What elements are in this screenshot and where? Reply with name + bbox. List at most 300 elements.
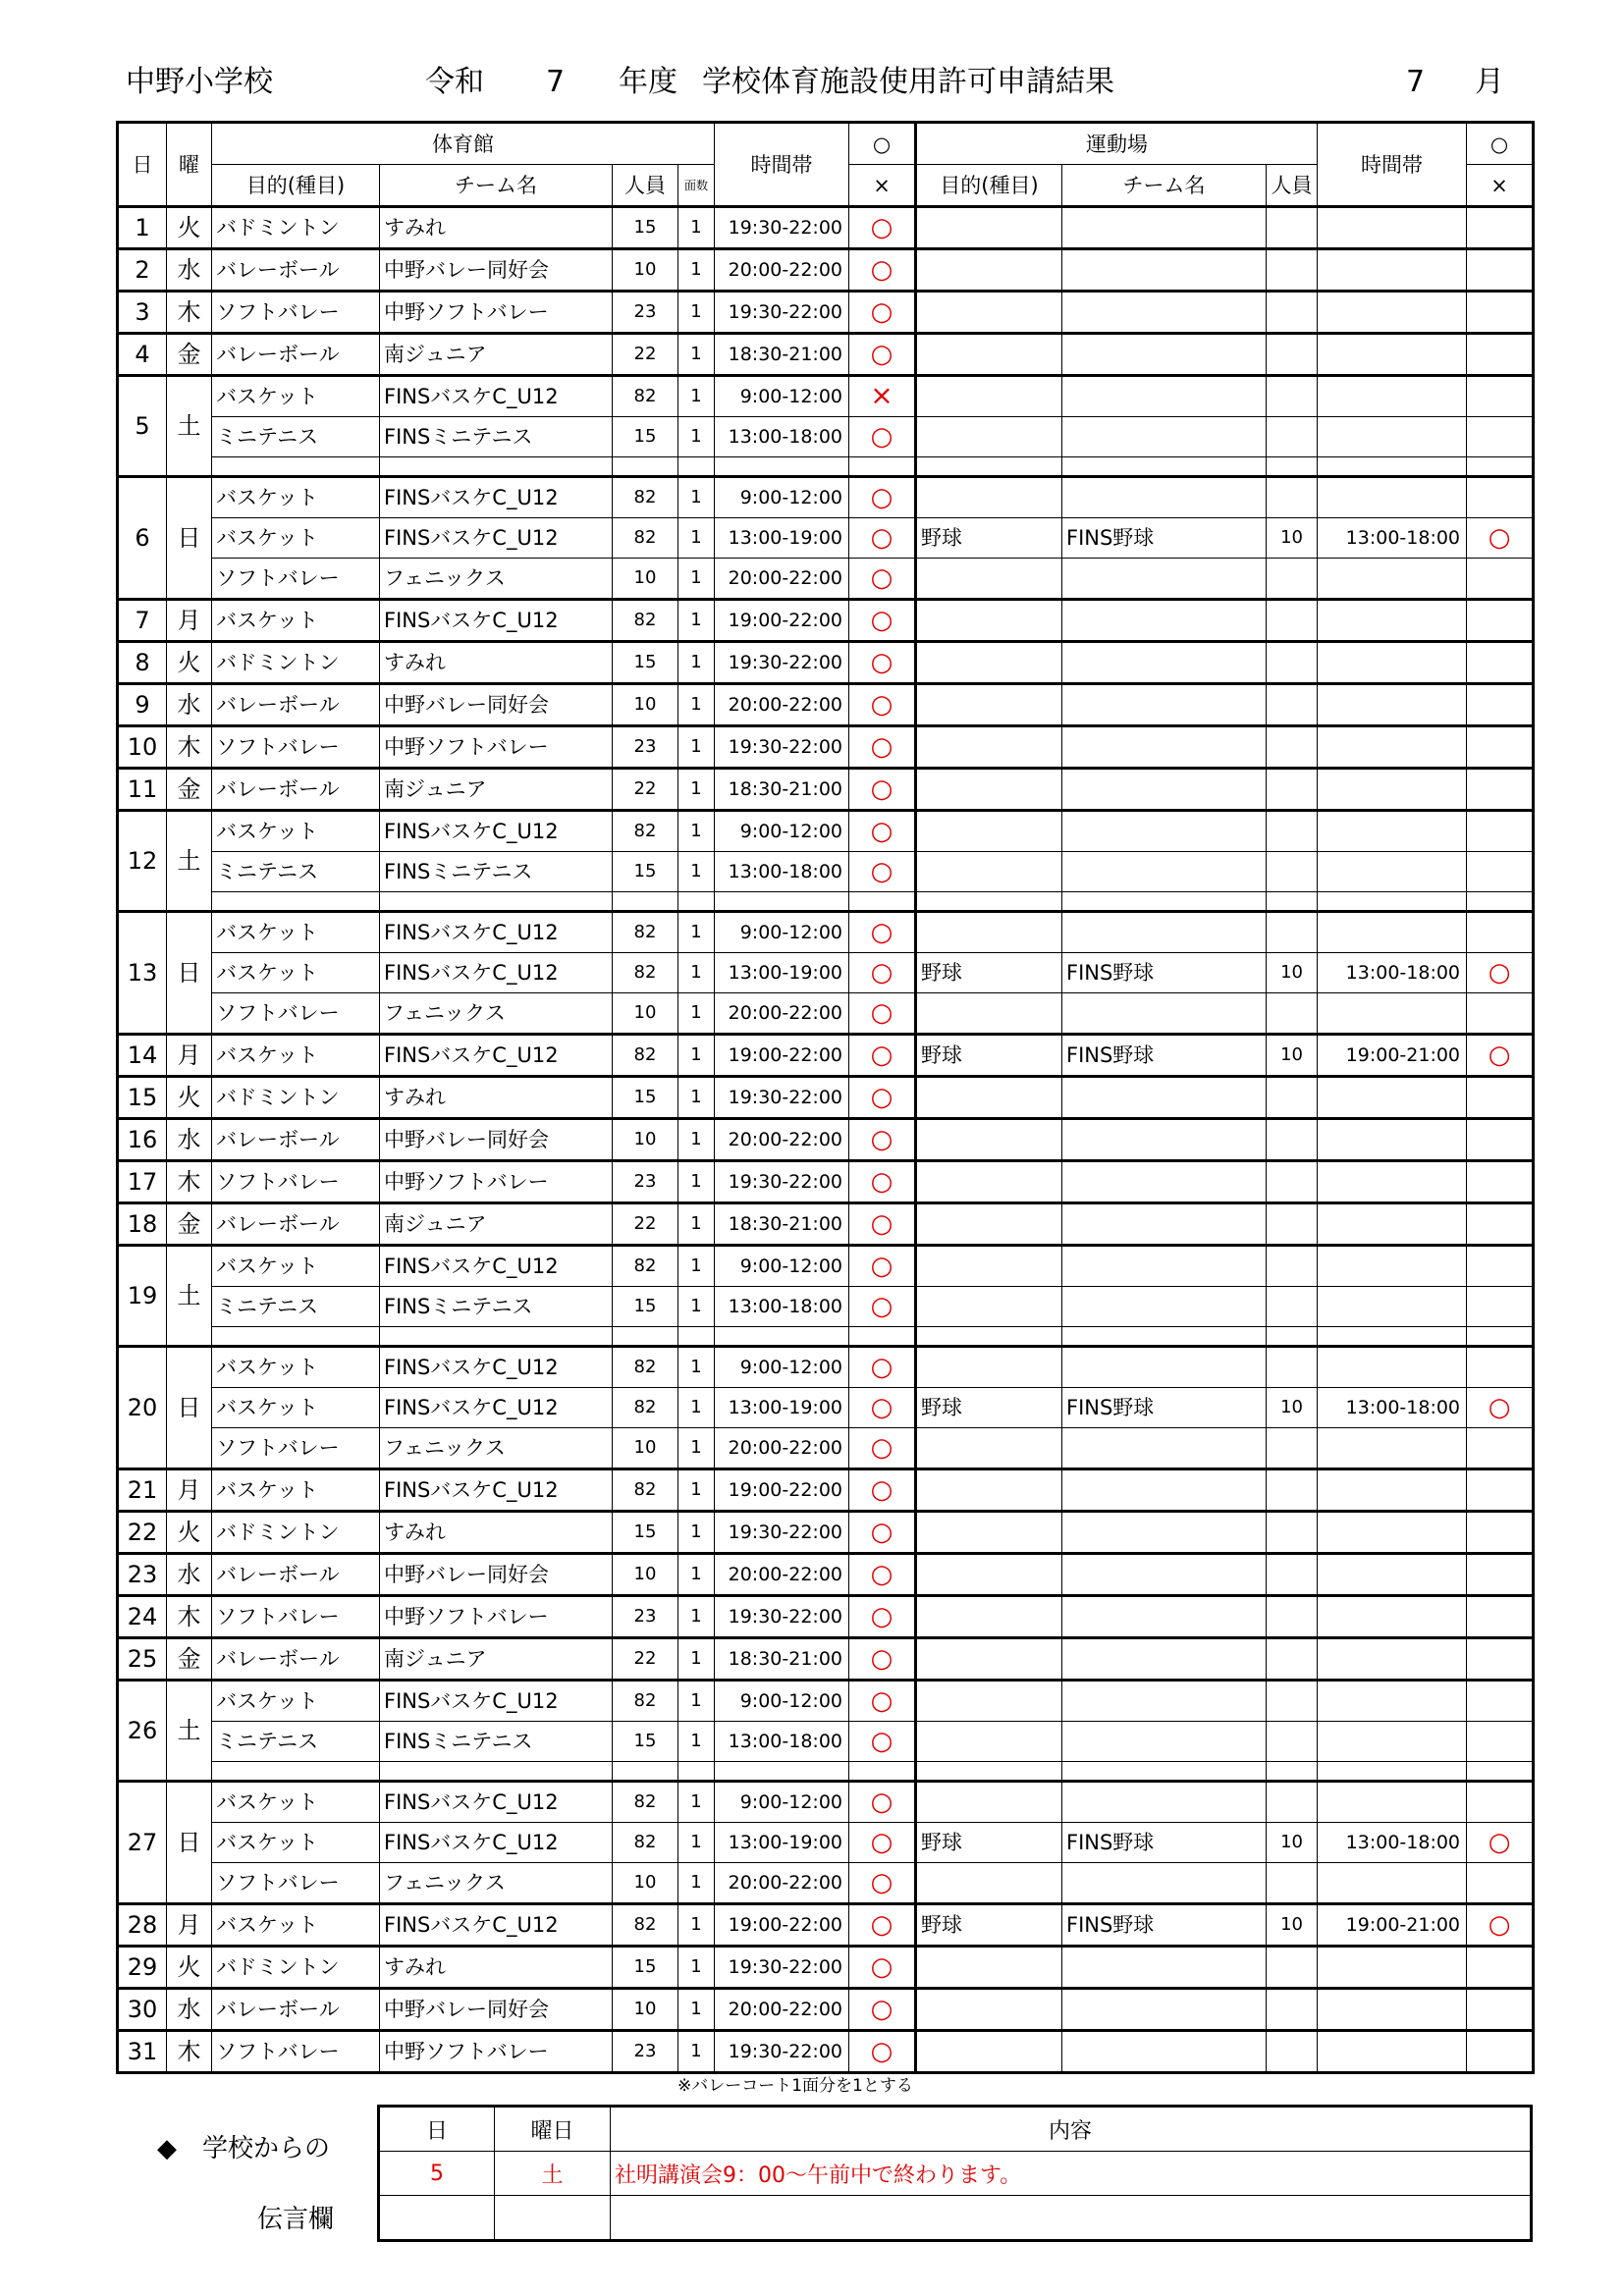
field-team: [1062, 1347, 1267, 1388]
message-row: [379, 2196, 1532, 2241]
field-time: [1318, 769, 1467, 811]
field-team: [1062, 249, 1267, 292]
msg-col-day: 日: [379, 2107, 495, 2152]
gym-time: 13:00-18:00: [715, 1722, 849, 1762]
gym-people: 15: [613, 1287, 678, 1327]
field-people: [1267, 1782, 1318, 1823]
gym-purpose: バスケット: [212, 912, 380, 953]
gym-time: 19:30-22:00: [715, 207, 849, 249]
weekday: 金: [167, 1638, 212, 1681]
gym-people: 10: [613, 1989, 678, 2031]
gym-people: 82: [613, 1823, 678, 1863]
gym-result: [849, 852, 916, 892]
field-purpose: [916, 1989, 1062, 2031]
gym-result: [849, 477, 916, 518]
table-row: [118, 292, 1534, 334]
field-purpose: 野球: [916, 1904, 1062, 1947]
ok-mark-icon: ○: [870, 1474, 893, 1505]
field-people: [1267, 1947, 1318, 1989]
weekday: 土: [167, 811, 212, 912]
field-time: [1318, 1119, 1467, 1161]
field-result: [1467, 1161, 1534, 1203]
ok-mark-icon: ○: [870, 1787, 893, 1817]
gym-time: 13:00-19:00: [715, 1388, 849, 1428]
gym-time: 19:30-22:00: [715, 1161, 849, 1203]
empty-cell: [1267, 892, 1318, 912]
gym-result: [849, 334, 916, 376]
gym-purpose: ソフトバレー: [212, 292, 380, 334]
gym-courts: 1: [678, 912, 715, 953]
field-result: [1467, 1989, 1534, 2031]
gym-time: 20:00-22:00: [715, 1119, 849, 1161]
day-number: 26: [118, 1681, 167, 1782]
field-people: [1267, 1554, 1318, 1596]
col-field-ok-mark: ○: [1467, 123, 1534, 165]
field-people: [1267, 684, 1318, 726]
weekday: 日: [167, 1347, 212, 1469]
field-team: [1062, 600, 1267, 642]
empty-cell: [916, 1327, 1062, 1347]
gym-purpose: バスケット: [212, 1823, 380, 1863]
table-row: [118, 559, 1534, 600]
gym-people: 23: [613, 2031, 678, 2073]
field-team: [1062, 1863, 1267, 1904]
message-label-2: 伝言欄: [257, 2205, 335, 2234]
field-people: [1267, 207, 1318, 249]
field-people: [1267, 993, 1318, 1035]
field-purpose: [916, 1347, 1062, 1388]
field-people: [1267, 1246, 1318, 1287]
gym-result: [849, 1596, 916, 1638]
gym-team: FINSミニテニス: [380, 417, 613, 457]
empty-cell: [1467, 892, 1534, 912]
day-number: 20: [118, 1347, 167, 1469]
gym-team: FINSバスケC_U12: [380, 1904, 613, 1947]
field-team: FINS野球: [1062, 1904, 1267, 1947]
weekday: 水: [167, 684, 212, 726]
empty-cell: [849, 892, 916, 912]
field-result: [1467, 249, 1534, 292]
message-content: 社明講演会9：00～午前中で終わります。: [611, 2152, 1532, 2196]
gym-result: [849, 2031, 916, 2073]
gym-team: FINSバスケC_U12: [380, 376, 613, 417]
gym-courts: 1: [678, 1077, 715, 1119]
table-row: [118, 1077, 1534, 1119]
field-result: [1467, 559, 1534, 600]
gym-result: [849, 811, 916, 852]
field-people: [1267, 1161, 1318, 1203]
table-row: [118, 1947, 1534, 1989]
gym-people: 82: [613, 1246, 678, 1287]
ok-mark-icon: ○: [870, 1166, 893, 1197]
field-result: [1467, 1119, 1534, 1161]
gym-people: 82: [613, 600, 678, 642]
gym-result: [849, 518, 916, 559]
gym-courts: 1: [678, 1347, 715, 1388]
field-result: [1467, 1823, 1534, 1863]
gym-time: 19:30-22:00: [715, 726, 849, 769]
gym-team: FINSバスケC_U12: [380, 1246, 613, 1287]
gym-team: FINSバスケC_U12: [380, 1782, 613, 1823]
day-number: 22: [118, 1512, 167, 1554]
day-number: 9: [118, 684, 167, 726]
field-purpose: 野球: [916, 518, 1062, 559]
ok-mark-icon: ○: [870, 1208, 893, 1239]
weekday: 水: [167, 1989, 212, 2031]
field-team: [1062, 1947, 1267, 1989]
gym-people: 23: [613, 726, 678, 769]
gym-team: 中野バレー同好会: [380, 1989, 613, 2031]
empty-cell: [1318, 1327, 1467, 1347]
weekday: 日: [167, 1782, 212, 1904]
col-field-purpose: 目的(種目): [916, 165, 1062, 207]
field-time: [1318, 1469, 1467, 1512]
gym-purpose: バスケット: [212, 1904, 380, 1947]
table-row: [118, 334, 1534, 376]
field-result: [1467, 726, 1534, 769]
gym-courts: 1: [678, 600, 715, 642]
field-result: [1467, 1863, 1534, 1904]
field-result: [1467, 769, 1534, 811]
weekday: 木: [167, 726, 212, 769]
gym-time: 20:00-22:00: [715, 559, 849, 600]
gym-people: 15: [613, 417, 678, 457]
message-weekday: 土: [495, 2152, 611, 2196]
gym-people: 82: [613, 477, 678, 518]
empty-cell: [380, 892, 613, 912]
gym-result: [849, 993, 916, 1035]
gym-team: 中野ソフトバレー: [380, 1161, 613, 1203]
table-row: [118, 376, 1534, 417]
field-people: [1267, 334, 1318, 376]
gym-team: FINSバスケC_U12: [380, 1347, 613, 1388]
gym-result: [849, 1388, 916, 1428]
gym-result: [849, 684, 916, 726]
day-number: 24: [118, 1596, 167, 1638]
col-field-people: 人員: [1267, 165, 1318, 207]
gym-result: [849, 1722, 916, 1762]
field-purpose: [916, 376, 1062, 417]
empty-cell: [916, 1762, 1062, 1782]
table-row: [118, 600, 1534, 642]
day-number: 17: [118, 1161, 167, 1203]
empty-cell: [1267, 457, 1318, 477]
gym-purpose: ソフトバレー: [212, 1596, 380, 1638]
field-time: [1318, 207, 1467, 249]
gym-time: 19:30-22:00: [715, 642, 849, 684]
col-purpose: 目的(種目): [212, 165, 380, 207]
gym-purpose: バスケット: [212, 1388, 380, 1428]
ok-mark-icon: ○: [870, 254, 893, 285]
field-time: [1318, 2031, 1467, 2073]
field-team: FINS野球: [1062, 1035, 1267, 1077]
ok-mark-icon: ○: [870, 482, 893, 512]
field-people: [1267, 1722, 1318, 1762]
message-table: [377, 2105, 1533, 2242]
field-purpose: 野球: [916, 1388, 1062, 1428]
gym-result: [849, 292, 916, 334]
empty-cell: [678, 892, 715, 912]
gym-people: 82: [613, 518, 678, 559]
gym-team: 中野ソフトバレー: [380, 292, 613, 334]
field-people: [1267, 1077, 1318, 1119]
empty-cell: [1062, 1762, 1267, 1782]
table-row: [118, 1347, 1534, 1388]
gym-team: FINSミニテニス: [380, 852, 613, 892]
gym-people: 82: [613, 1388, 678, 1428]
gym-time: 19:30-22:00: [715, 1077, 849, 1119]
field-purpose: [916, 207, 1062, 249]
day-number: 5: [118, 376, 167, 477]
field-people: 10: [1267, 1823, 1318, 1863]
gym-courts: 1: [678, 559, 715, 600]
field-time: [1318, 1077, 1467, 1119]
field-team: [1062, 912, 1267, 953]
empty-cell: [1267, 1327, 1318, 1347]
field-team: [1062, 769, 1267, 811]
table-row-spacer: [118, 1327, 1534, 1347]
gym-courts: 1: [678, 993, 715, 1035]
table-row: [118, 1469, 1534, 1512]
field-team: [1062, 811, 1267, 852]
weekday: 火: [167, 642, 212, 684]
field-purpose: [916, 684, 1062, 726]
field-result: [1467, 1287, 1534, 1327]
field-result: [1467, 207, 1534, 249]
gym-purpose: バレーボール: [212, 769, 380, 811]
table-row: [118, 1428, 1534, 1469]
gym-courts: 1: [678, 1722, 715, 1762]
gym-time: 19:30-22:00: [715, 292, 849, 334]
field-purpose: [916, 2031, 1062, 2073]
gym-courts: 1: [678, 1388, 715, 1428]
field-result: [1467, 993, 1534, 1035]
message-label: ◆ 学校からの: [157, 2134, 330, 2163]
gym-purpose: バスケット: [212, 1469, 380, 1512]
field-purpose: [916, 1554, 1062, 1596]
field-team: [1062, 642, 1267, 684]
gym-courts: 1: [678, 769, 715, 811]
field-purpose: [916, 642, 1062, 684]
field-people: 10: [1267, 1904, 1318, 1947]
table-row: [118, 953, 1534, 993]
gym-result: [849, 1904, 916, 1947]
field-purpose: [916, 1638, 1062, 1681]
field-result: [1467, 518, 1534, 559]
empty-cell: [1062, 1327, 1267, 1347]
field-time: 19:00-21:00: [1318, 1035, 1467, 1077]
field-people: [1267, 1287, 1318, 1327]
field-purpose: [916, 417, 1062, 457]
field-time: [1318, 1782, 1467, 1823]
ok-mark-icon: ○: [870, 917, 893, 947]
field-time: [1318, 600, 1467, 642]
gym-time: 13:00-19:00: [715, 1823, 849, 1863]
field-result: [1467, 684, 1534, 726]
field-purpose: [916, 852, 1062, 892]
gym-people: 82: [613, 1904, 678, 1947]
field-result: [1467, 2031, 1534, 2073]
gym-result: [849, 1428, 916, 1469]
field-result: [1467, 1469, 1534, 1512]
weekday: 月: [167, 600, 212, 642]
field-time: [1318, 1161, 1467, 1203]
field-result: [1467, 1681, 1534, 1722]
ok-mark-icon: ○: [1488, 957, 1511, 988]
era-name: 令和: [425, 65, 484, 99]
gym-purpose: バスケット: [212, 953, 380, 993]
field-result: [1467, 1722, 1534, 1762]
table-row: [118, 1119, 1534, 1161]
gym-result: [849, 1035, 916, 1077]
field-time: [1318, 292, 1467, 334]
empty-cell: [1062, 892, 1267, 912]
gym-time: 13:00-18:00: [715, 1287, 849, 1327]
gym-result: [849, 1512, 916, 1554]
gym-people: 15: [613, 852, 678, 892]
field-purpose: [916, 477, 1062, 518]
field-people: [1267, 1638, 1318, 1681]
gym-team: FINSバスケC_U12: [380, 1681, 613, 1722]
ok-mark-icon: ○: [870, 1352, 893, 1382]
field-time: [1318, 726, 1467, 769]
field-people: [1267, 1469, 1318, 1512]
gym-team: FINSバスケC_U12: [380, 518, 613, 559]
field-people: 10: [1267, 518, 1318, 559]
gym-result: [849, 769, 916, 811]
table-row: [118, 1904, 1534, 1947]
ok-mark-icon: ○: [870, 1643, 893, 1674]
gym-result: [849, 1947, 916, 1989]
field-time: [1318, 249, 1467, 292]
gym-result: [849, 726, 916, 769]
day-number: 25: [118, 1638, 167, 1681]
field-team: [1062, 993, 1267, 1035]
table-row: [118, 1512, 1534, 1554]
ok-mark-icon: ○: [870, 957, 893, 988]
gym-time: 20:00-22:00: [715, 993, 849, 1035]
field-result: [1467, 600, 1534, 642]
field-purpose: [916, 1469, 1062, 1512]
ok-mark-icon: ○: [870, 1517, 893, 1547]
weekday: 水: [167, 1554, 212, 1596]
table-row: [118, 1782, 1534, 1823]
field-people: [1267, 912, 1318, 953]
weekday: 木: [167, 1596, 212, 1638]
gym-team: すみれ: [380, 1947, 613, 1989]
field-time: 19:00-21:00: [1318, 1904, 1467, 1947]
gym-purpose: バスケット: [212, 477, 380, 518]
col-field-time: 時間帯: [1318, 123, 1467, 207]
gym-people: 82: [613, 811, 678, 852]
ok-mark-icon: ○: [870, 1951, 893, 1982]
ok-mark-icon: ○: [870, 1909, 893, 1940]
col-courts: 面数: [678, 165, 715, 207]
field-people: 10: [1267, 1035, 1318, 1077]
gym-result: [849, 1782, 916, 1823]
gym-time: 9:00-12:00: [715, 912, 849, 953]
weekday: 火: [167, 207, 212, 249]
field-result: [1467, 376, 1534, 417]
table-row: [118, 1287, 1534, 1327]
field-time: [1318, 1246, 1467, 1287]
field-people: [1267, 559, 1318, 600]
weekday: 火: [167, 1077, 212, 1119]
table-row: [118, 852, 1534, 892]
table-row: [118, 1863, 1534, 1904]
gym-courts: 1: [678, 1596, 715, 1638]
weekday: 日: [167, 477, 212, 600]
gym-purpose: バドミントン: [212, 207, 380, 249]
table-row: [118, 1989, 1534, 2031]
gym-result: [849, 1989, 916, 2031]
field-time: [1318, 1989, 1467, 2031]
field-team: [1062, 1246, 1267, 1287]
field-team: [1062, 1203, 1267, 1246]
gym-purpose: バスケット: [212, 1246, 380, 1287]
day-number: 1: [118, 207, 167, 249]
field-time: [1318, 417, 1467, 457]
gym-team: FINSバスケC_U12: [380, 477, 613, 518]
gym-team: FINSバスケC_U12: [380, 1388, 613, 1428]
field-purpose: [916, 811, 1062, 852]
gym-time: 9:00-12:00: [715, 1681, 849, 1722]
empty-cell: [212, 1762, 380, 1782]
field-team: [1062, 292, 1267, 334]
table-row: [118, 1203, 1534, 1246]
field-purpose: [916, 993, 1062, 1035]
gym-courts: 1: [678, 1428, 715, 1469]
gym-people: 15: [613, 1512, 678, 1554]
field-time: [1318, 912, 1467, 953]
weekday: 日: [167, 912, 212, 1035]
gym-time: 9:00-12:00: [715, 811, 849, 852]
year-suffix: 年度: [619, 65, 677, 99]
field-people: 10: [1267, 953, 1318, 993]
col-ng-mark: ×: [849, 165, 916, 207]
field-people: [1267, 376, 1318, 417]
gym-purpose: ソフトバレー: [212, 1428, 380, 1469]
gym-time: 20:00-22:00: [715, 1428, 849, 1469]
gym-people: 23: [613, 1596, 678, 1638]
field-purpose: [916, 1947, 1062, 1989]
gym-purpose: バスケット: [212, 1347, 380, 1388]
ok-mark-icon: ○: [870, 689, 893, 720]
field-team: [1062, 1428, 1267, 1469]
gym-purpose: バスケット: [212, 600, 380, 642]
table-row: [118, 1823, 1534, 1863]
gym-result: [849, 207, 916, 249]
table-row: [118, 1388, 1534, 1428]
gym-time: 18:30-21:00: [715, 1203, 849, 1246]
gym-time: 18:30-21:00: [715, 1638, 849, 1681]
field-people: [1267, 1863, 1318, 1904]
weekday: 木: [167, 2031, 212, 2073]
field-team: FINS野球: [1062, 1388, 1267, 1428]
gym-result: [849, 1681, 916, 1722]
gym-result: [849, 1638, 916, 1681]
table-row: [118, 912, 1534, 953]
gym-result: [849, 249, 916, 292]
field-result: [1467, 1904, 1534, 1947]
gym-people: 10: [613, 559, 678, 600]
gym-purpose: ミニテニス: [212, 417, 380, 457]
day-number: 16: [118, 1119, 167, 1161]
gym-people: 23: [613, 1161, 678, 1203]
gym-people: 82: [613, 953, 678, 993]
field-result: [1467, 1596, 1534, 1638]
gym-purpose: バレーボール: [212, 249, 380, 292]
